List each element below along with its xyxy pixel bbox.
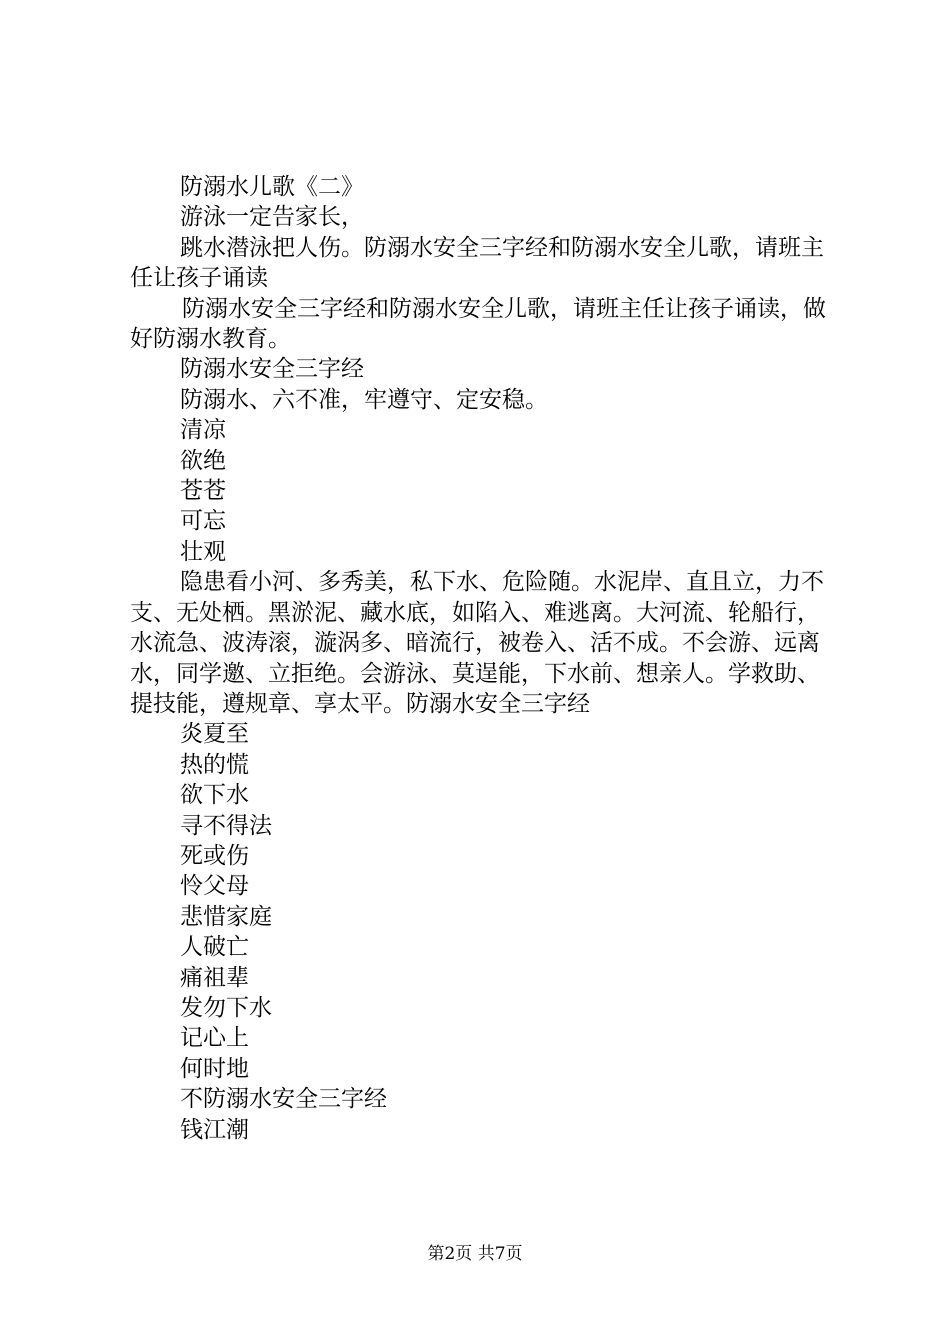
paragraph: 发勿下水 <box>180 994 272 1021</box>
paragraph: 隐患看小河、多秀美，私下水、危险随。水泥岸、直且立，力不支、无处栖。黑淤泥、藏水底，如陷入、难逃离。大河流、轮船行，水流急、波涛滚，漩涡多、暗流行，被卷入、活不成。不会游、远离水，同学邀、立拒绝。会游泳、莫逞能，下水前、想亲人。学救助、提技能，遵规章、享太平。防溺水安全三字经 <box>130 569 824 717</box>
paragraph: 痛祖辈 <box>180 964 249 991</box>
paragraph: 热的慌 <box>180 751 249 778</box>
paragraph: 钱江潮 <box>180 1116 249 1143</box>
paragraph: 何时地 <box>180 1055 249 1082</box>
paragraph: 可忘 <box>180 508 226 535</box>
paragraph: 记心上 <box>180 1025 249 1052</box>
document-body <box>130 172 830 1145</box>
paragraph: 欲下水 <box>180 782 249 809</box>
paragraph: 悲惜家庭 <box>180 903 272 930</box>
paragraph: 防溺水安全三字经 <box>180 356 364 383</box>
paragraph: 游泳一定告家长， <box>180 204 364 231</box>
paragraph: 清凉 <box>180 417 226 444</box>
paragraph: 人破亡 <box>180 934 249 961</box>
paragraph: 跳水潜泳把人伤。防溺水安全三字经和防溺水安全儿歌，请班主任让孩子诵读 <box>130 234 824 292</box>
paragraph: 防溺水、六不准，牢遵守、定安稳。 <box>180 386 548 413</box>
paragraph: 不防溺水安全三字经 <box>180 1086 387 1113</box>
page-footer: 第2页 共7页 <box>427 1244 523 1264</box>
paragraph: 死或伤 <box>180 842 249 869</box>
paragraph-title: 防溺水儿歌《二》 <box>180 174 364 200</box>
paragraph: 苍苍 <box>180 478 226 505</box>
paragraph: 防溺水安全三字经和防溺水安全儿歌，请班主任让孩子诵读，做好防溺水教育。 <box>130 295 826 353</box>
paragraph: 怜父母 <box>180 873 249 900</box>
paragraph: 寻不得法 <box>180 812 272 839</box>
paragraph: 壮观 <box>180 538 226 565</box>
paragraph: 炎夏至 <box>180 721 249 748</box>
paragraph: 欲绝 <box>180 447 226 474</box>
